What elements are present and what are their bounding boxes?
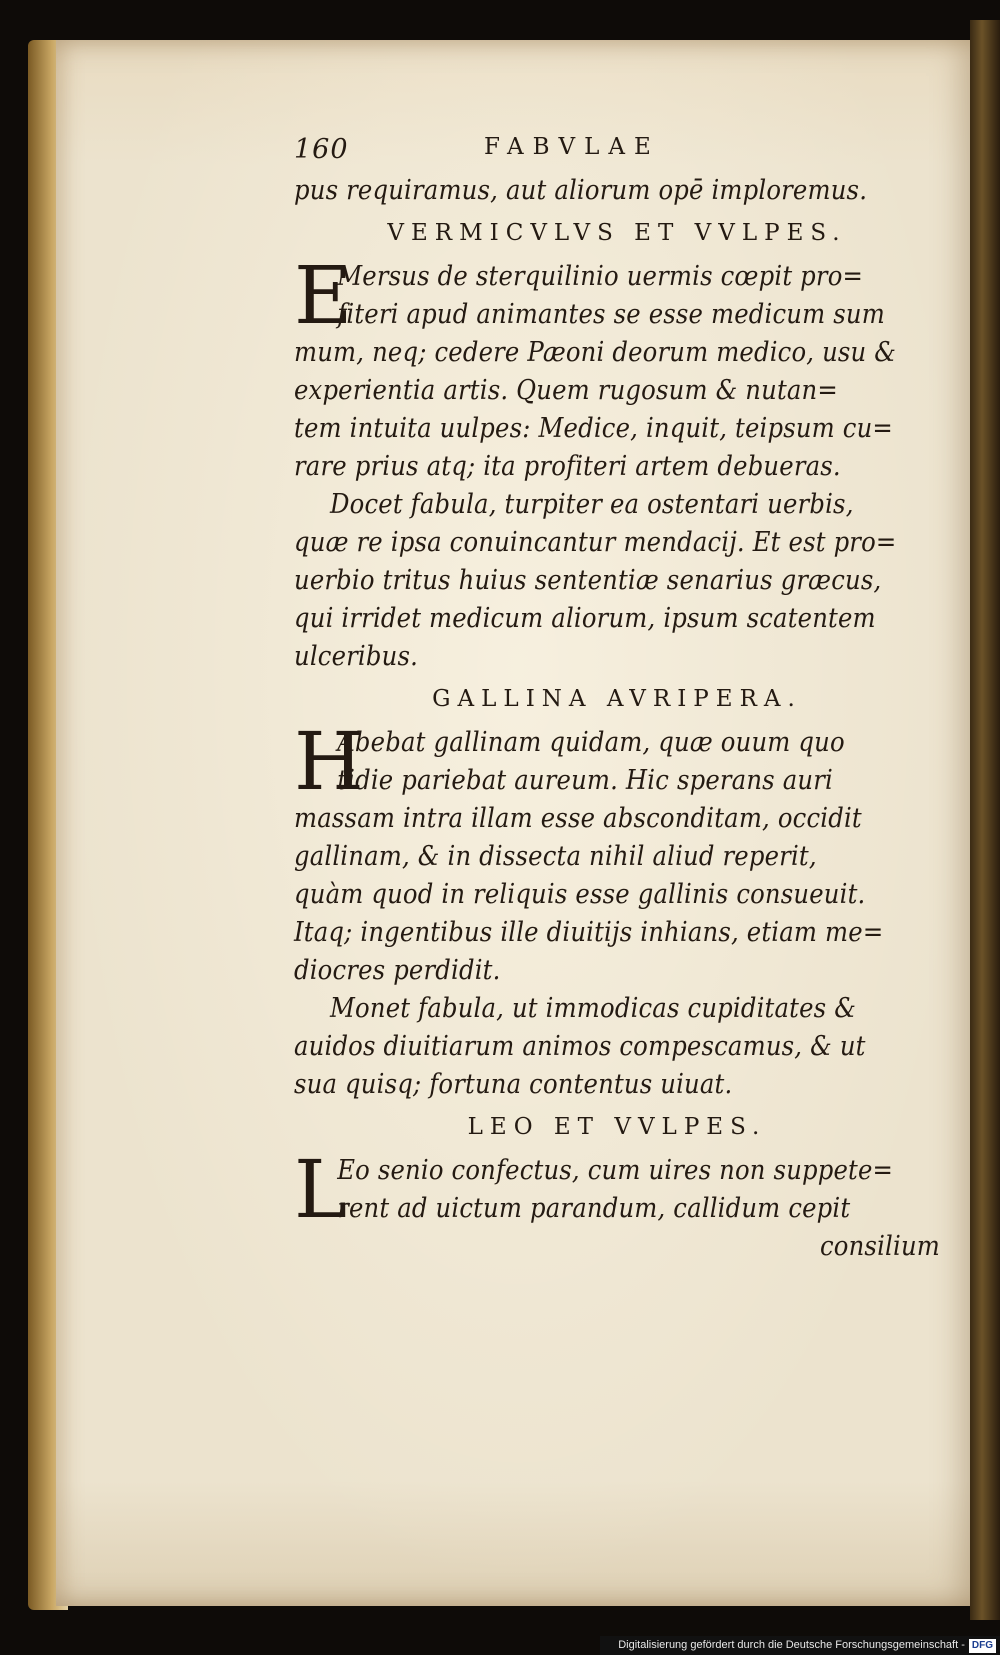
story-line: Eo senio confectus, cum uires non suppete= [337,1155,894,1186]
fable-story [294,249,940,486]
moral-line: qui irridet medicum aliorum, ipsum scatentem [294,603,876,634]
story-line: rare prius atq; ita profiteri artem debueras. [294,451,841,482]
story-line: diocres perdidit. [294,955,501,986]
book-edge-right [970,20,1000,1620]
text-block [294,128,940,1266]
carryover-line: pus requiramus, aut aliorum opē imploremus. [294,175,868,206]
moral-line: sua quisq; fortuna contentus uiuat. [294,1069,733,1100]
moral-line: uerbio tritus huius sententiæ senarius græcus, [294,565,882,596]
story-line: Itaq; ingentibus ille diuitijs inhians, etiam me= [294,917,884,948]
moral-line: Docet fabula, turpiter ea ostentari uerbis, [330,489,854,520]
running-title: FABVLAE [484,134,660,160]
moral-line: auidos diuitiarum animos compescamus, & ut [294,1031,866,1062]
fable-moral [294,486,940,676]
story-line: massam intra illam esse absconditam, occidit [294,803,862,834]
story-line: quàm quod in reliquis esse gallinis consueuit. [294,879,866,910]
story-line: rent ad uictum parandum, callidum cepit [337,1193,851,1224]
dfg-logo-icon: DFG [969,1639,996,1653]
footer-text: Digitalisierung gefördert durch die Deutsche Forschungsgemeinschaft - [618,1639,965,1651]
story-line: experientia artis. Quem rugosum & nutan= [294,375,838,406]
drop-cap-initial: H [294,715,364,808]
story-line: fiteri apud animantes se esse medicum sum [337,299,885,330]
fable-moral [294,990,940,1104]
story-line: tem intuita uulpes: Medice, inquit, teipsum cu= [294,413,893,444]
fable-story [294,1143,940,1236]
moral-line: Monet fabula, ut immodicas cupiditates & [330,993,857,1024]
story-line: Mersus de sterquilinio uermis cœpit pro= [337,261,864,292]
page-number: 160 [294,134,349,165]
story-line: mum, neq; cedere Pæoni deorum medico, usu & [294,337,897,368]
fable-title: GALLINA AVRIPERA. [432,686,802,712]
catchword: consilium [820,1231,940,1262]
running-head [294,128,940,172]
drop-cap-initial: L [294,1143,348,1236]
drop-cap-initial: E [294,249,353,342]
fable-story [294,715,940,990]
story-line: tidie pariebat aureum. Hic sperans auri [337,765,833,796]
fable-title: LEO ET VVLPES. [467,1114,767,1140]
moral-line: quæ re ipsa conuincantur mendacij. Et est pro= [294,527,897,558]
digitization-footer [600,1636,1000,1655]
story-line: Abebat gallinam quidam, quæ ouum quo [337,727,845,758]
moral-line: ulceribus. [294,641,419,672]
story-line: gallinam, & in dissecta nihil aliud reperit, [294,841,817,872]
fable-title: VERMICVLVS ET VVLPES. [387,220,847,246]
